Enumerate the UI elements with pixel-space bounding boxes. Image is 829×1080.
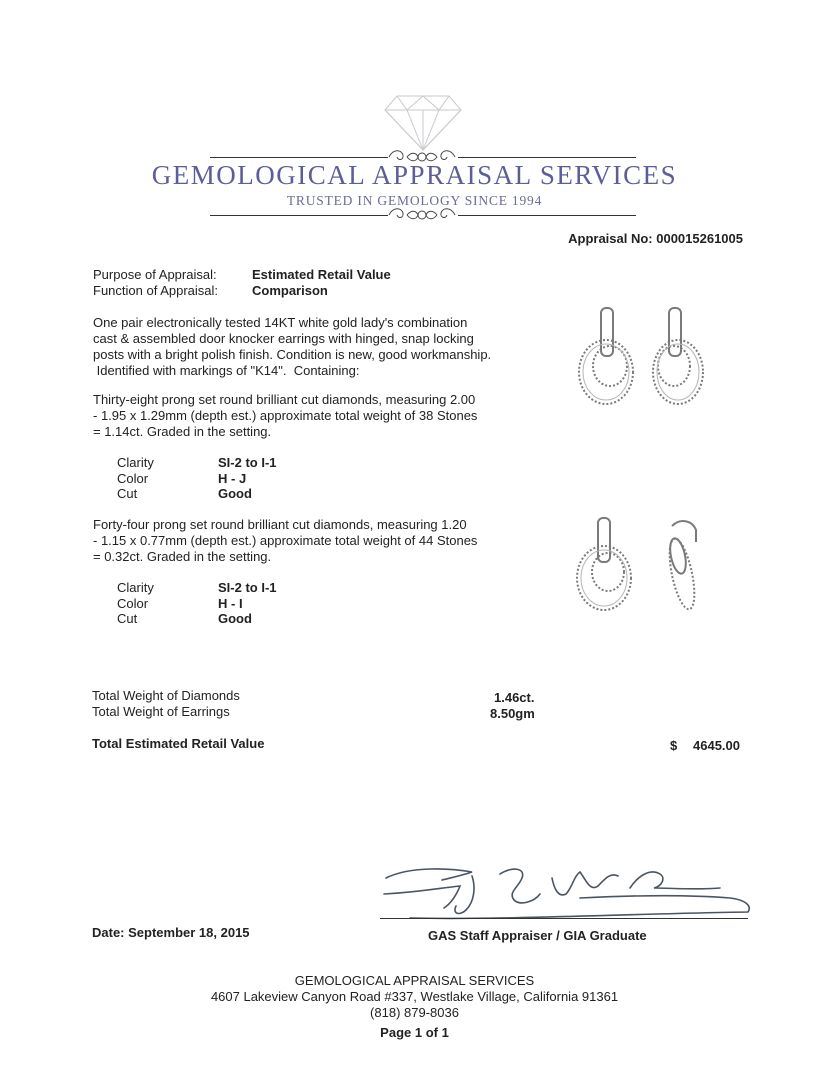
footer-company: GEMOLOGICAL APPRAISAL SERVICES xyxy=(294,973,535,988)
total-earrings-value: 8.50gm xyxy=(490,706,535,721)
purpose-label: Purpose of Appraisal: xyxy=(93,267,217,282)
grade-label-color: Color xyxy=(117,470,149,486)
stones1-grades xyxy=(117,455,277,502)
company-tagline: TRUSTED IN GEMOLOGY SINCE 1994 xyxy=(286,193,543,208)
letterhead-bottom-rule-right xyxy=(458,215,636,216)
appraisal-date: Date: September 18, 2015 xyxy=(92,925,250,940)
currency-symbol: $ xyxy=(670,738,678,753)
purpose-value: Estimated Retail Value xyxy=(252,267,391,282)
ornament-bottom-icon xyxy=(385,204,459,226)
stones2-line: = 0.32ct. Graded in the setting. xyxy=(93,549,272,564)
stones2-description xyxy=(93,517,533,565)
total-diamonds-value: 1.46ct. xyxy=(494,690,535,705)
grade-value-color: H - J xyxy=(218,470,247,486)
stones2-grades xyxy=(117,580,277,627)
stones1-description xyxy=(93,392,533,440)
total-retail-label: Total Estimated Retail Value xyxy=(92,736,265,751)
appraisal-number: Appraisal No: 000015261005 xyxy=(568,231,743,246)
grade-label-color: Color xyxy=(117,595,149,611)
total-retail-value: 4645.00 xyxy=(693,738,740,753)
stones2-line: Forty-four prong set round brilliant cut diamonds, measuring 1.20 xyxy=(93,517,467,532)
stones2-line: - 1.15 x 0.77mm (depth est.) approximate total weight of 44 Stones xyxy=(93,533,478,548)
stones1-line: Thirty-eight prong set round brilliant cut diamonds, measuring 2.00 xyxy=(93,392,476,407)
stones1-line: = 1.14ct. Graded in the setting. xyxy=(93,424,272,439)
appraiser-title: GAS Staff Appraiser / GIA Graduate xyxy=(428,928,647,943)
stones1-line: - 1.95 x 1.29mm (depth est.) approximate total weight of 38 Stones xyxy=(93,408,478,423)
total-diamonds-label: Total Weight of Diamonds xyxy=(92,688,240,703)
letterhead-top-rule-left xyxy=(210,157,388,158)
total-earrings-label: Total Weight of Earrings xyxy=(92,704,230,719)
earrings-front-photo xyxy=(568,300,728,420)
page-number: Page 1 of 1 xyxy=(380,1025,449,1040)
diamond-logo-icon xyxy=(383,92,463,152)
description-line: cast & assembled door knocker earrings with hinged, snap locking xyxy=(93,331,474,346)
function-label: Function of Appraisal: xyxy=(93,283,219,298)
letterhead-top-rule-right xyxy=(458,157,636,158)
company-name-heading: GEMOLOGICAL APPRAISAL SERVICES xyxy=(151,160,678,190)
item-description xyxy=(93,315,533,379)
grade-value-color: H - I xyxy=(218,595,243,611)
footer-address: 4607 Lakeview Canyon Road #337, Westlake Village, California 91361 xyxy=(210,989,619,1004)
grade-label-clarity: Clarity xyxy=(117,580,154,595)
grade-value-cut: Good xyxy=(218,611,252,626)
grade-label-cut: Cut xyxy=(117,611,138,626)
grade-value-cut: Good xyxy=(218,486,252,501)
signature-line xyxy=(380,918,748,919)
function-value: Comparison xyxy=(252,283,328,298)
grade-value-clarity: SI-2 to I-1 xyxy=(218,580,277,595)
grade-label-clarity: Clarity xyxy=(117,455,154,470)
description-line: Identified with markings of "K14". Containing: xyxy=(93,363,360,378)
grade-value-clarity: SI-2 to I-1 xyxy=(218,455,277,470)
description-line: One pair electronically tested 14KT white gold lady's combination xyxy=(93,315,468,330)
earrings-side-photo xyxy=(568,512,728,622)
grade-label-cut: Cut xyxy=(117,486,138,501)
letterhead-bottom-rule-left xyxy=(210,215,388,216)
footer-phone: (818) 879-8036 xyxy=(370,1005,459,1020)
description-line: posts with a bright polish finish. Condition is new, good workmanship. xyxy=(93,347,492,362)
